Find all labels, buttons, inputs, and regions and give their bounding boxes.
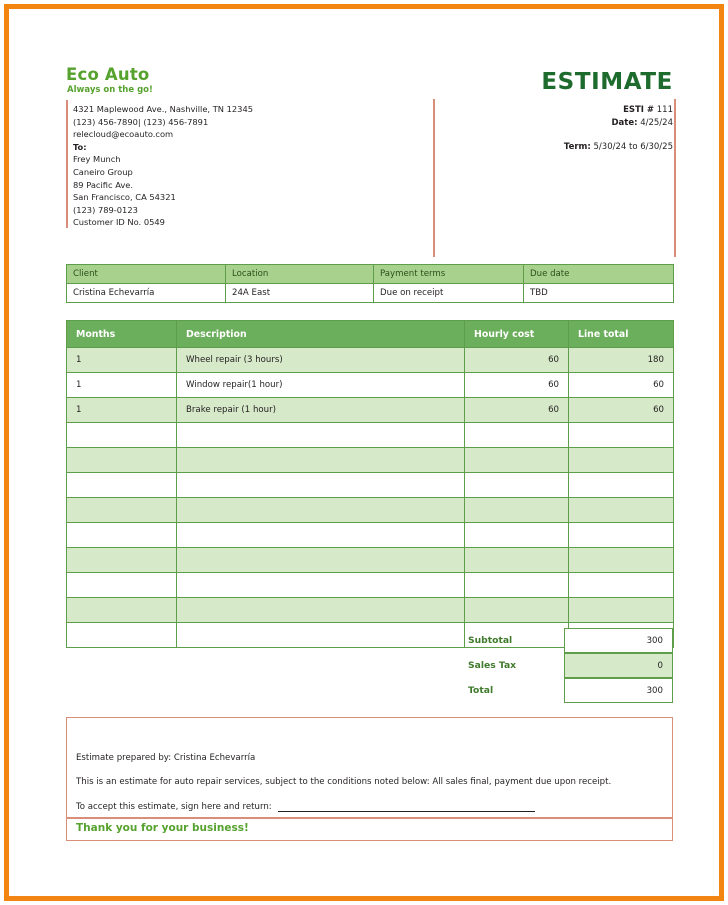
- company-phones: (123) 456-7890| (123) 456-7891: [73, 116, 209, 127]
- to-label: To:: [73, 141, 87, 152]
- cell-hourly-cost: [465, 473, 569, 498]
- estimate-term-value: 5/30/24 to 6/30/25: [593, 142, 673, 152]
- sales-tax-row: [459, 653, 673, 678]
- cell-hourly-cost: [465, 548, 569, 573]
- total-label: Total: [468, 685, 494, 696]
- items-header-months: Months: [67, 321, 177, 348]
- items-header-line-total: Line total: [569, 321, 674, 348]
- signature-prompt: To accept this estimate, sign here and return:: [76, 802, 272, 812]
- cell-months: [67, 423, 177, 448]
- cell-line-total: [569, 423, 674, 448]
- cell-description: Wheel repair (3 hours): [177, 348, 465, 373]
- company-name: Eco Auto: [66, 65, 150, 84]
- cell-months: [67, 598, 177, 623]
- total-value: 300: [564, 678, 673, 703]
- company-email: relecloud@ecoauto.com: [73, 129, 174, 140]
- client-header-location: Location: [226, 265, 374, 284]
- cell-hourly-cost: [465, 423, 569, 448]
- table-row: [67, 284, 674, 303]
- cell-months: 1: [67, 398, 177, 423]
- cell-months: [67, 623, 177, 648]
- table-row: [67, 398, 674, 423]
- cell-months: [67, 573, 177, 598]
- cell-description: [177, 498, 465, 523]
- prepared-by-text: Estimate prepared by: Cristina Echevarría: [76, 753, 256, 763]
- table-row: [67, 448, 674, 473]
- estimate-number-row: [611, 104, 673, 117]
- cell-months: [67, 548, 177, 573]
- cell-line-total: [569, 473, 674, 498]
- cell-description: [177, 598, 465, 623]
- estimate-date-label: Date:: [611, 118, 638, 128]
- cell-description: [177, 448, 465, 473]
- table-row: [67, 473, 674, 498]
- header-middle-rule: [433, 99, 435, 257]
- signature-line[interactable]: [278, 803, 535, 812]
- cell-description: [177, 623, 465, 648]
- customer-id: Customer ID No. 0549: [73, 217, 165, 228]
- estimate-date-row: [611, 117, 673, 130]
- table-row: [67, 598, 674, 623]
- recipient-street: 89 Pacific Ave.: [73, 179, 134, 190]
- address-divider-rule: [66, 100, 68, 228]
- cell-hourly-cost: [465, 448, 569, 473]
- document-title: ESTIMATE: [541, 69, 673, 95]
- table-row: [67, 523, 674, 548]
- estimate-date-value: 4/25/24: [640, 118, 673, 128]
- cell-line-total: [569, 448, 674, 473]
- cell-line-total: [569, 498, 674, 523]
- thank-you-message: Thank you for your business!: [76, 822, 249, 834]
- document-header: [9, 9, 719, 228]
- document-page: [4, 4, 724, 901]
- client-header-due-date: Due date: [524, 265, 674, 284]
- cell-months: 1: [67, 348, 177, 373]
- cell-description: [177, 473, 465, 498]
- recipient-name: Frey Munch: [73, 154, 121, 165]
- client-value-payment-terms: Due on receipt: [374, 284, 524, 303]
- table-row: [67, 423, 674, 448]
- subtotal-value: 300: [564, 628, 673, 653]
- cell-hourly-cost: [465, 523, 569, 548]
- cell-months: [67, 448, 177, 473]
- recipient-phone: (123) 789-0123: [73, 204, 138, 215]
- client-value-client: Cristina Echevarría: [67, 284, 226, 303]
- cell-description: [177, 523, 465, 548]
- cell-description: [177, 548, 465, 573]
- client-value-due-date: TBD: [524, 284, 674, 303]
- client-table-header-row: [67, 265, 674, 284]
- page-content: [9, 9, 719, 896]
- cell-hourly-cost: [465, 498, 569, 523]
- address-block: [73, 103, 403, 229]
- estimate-number-value: 111: [656, 105, 673, 115]
- estimate-term-row: [564, 142, 673, 152]
- cell-description: [177, 573, 465, 598]
- cell-line-total: 60: [569, 373, 674, 398]
- client-header-client: Client: [67, 265, 226, 284]
- recipient-company: Caneiro Group: [73, 166, 133, 177]
- client-header-payment-terms: Payment terms: [374, 265, 524, 284]
- document-footer: [66, 717, 673, 841]
- cell-months: [67, 473, 177, 498]
- subtotal-label: Subtotal: [468, 635, 513, 646]
- document-meta: [611, 104, 673, 130]
- table-row: [67, 573, 674, 598]
- cell-hourly-cost: 60: [465, 348, 569, 373]
- cell-description: [177, 423, 465, 448]
- items-header-hourly-cost: Hourly cost: [465, 321, 569, 348]
- items-header-description: Description: [177, 321, 465, 348]
- cell-hourly-cost: 60: [465, 373, 569, 398]
- totals-section: [459, 628, 673, 703]
- cell-months: [67, 523, 177, 548]
- subtotal-row: [459, 628, 673, 653]
- items-table-body: [67, 348, 674, 648]
- footer-body: [67, 718, 672, 810]
- sales-tax-value: 0: [564, 653, 673, 678]
- cell-hourly-cost: [465, 598, 569, 623]
- cell-line-total: 60: [569, 398, 674, 423]
- cell-line-total: [569, 598, 674, 623]
- company-tagline: Always on the go!: [67, 85, 153, 95]
- cell-hourly-cost: 60: [465, 398, 569, 423]
- table-row: [67, 498, 674, 523]
- cell-line-total: 180: [569, 348, 674, 373]
- footer-divider: [67, 817, 672, 819]
- cell-line-total: [569, 573, 674, 598]
- estimate-term-label: Term:: [563, 142, 591, 152]
- signature-row: [76, 802, 535, 812]
- table-row: [67, 348, 674, 373]
- header-right-rule: [674, 99, 676, 257]
- cell-description: Window repair(1 hour): [177, 373, 465, 398]
- sales-tax-label: Sales Tax: [468, 660, 517, 671]
- cell-months: [67, 498, 177, 523]
- total-row: [459, 678, 673, 703]
- disclaimer-text: This is an estimate for auto repair services, subject to the conditions noted below: All sales final, payment due upon receipt.: [76, 777, 612, 787]
- items-table-header-row: [67, 321, 674, 348]
- client-value-location: 24A East: [226, 284, 374, 303]
- table-row: [67, 548, 674, 573]
- line-items-table: [66, 320, 674, 648]
- recipient-city: San Francisco, CA 54321: [73, 192, 176, 203]
- cell-description: Brake repair (1 hour): [177, 398, 465, 423]
- cell-line-total: [569, 548, 674, 573]
- company-address: 4321 Maplewood Ave., Nashville, TN 12345: [73, 104, 254, 114]
- cell-hourly-cost: [465, 573, 569, 598]
- cell-line-total: [569, 523, 674, 548]
- cell-months: 1: [67, 373, 177, 398]
- table-row: [67, 373, 674, 398]
- estimate-number-label: ESTI #: [623, 105, 655, 115]
- client-info-table: [66, 264, 674, 303]
